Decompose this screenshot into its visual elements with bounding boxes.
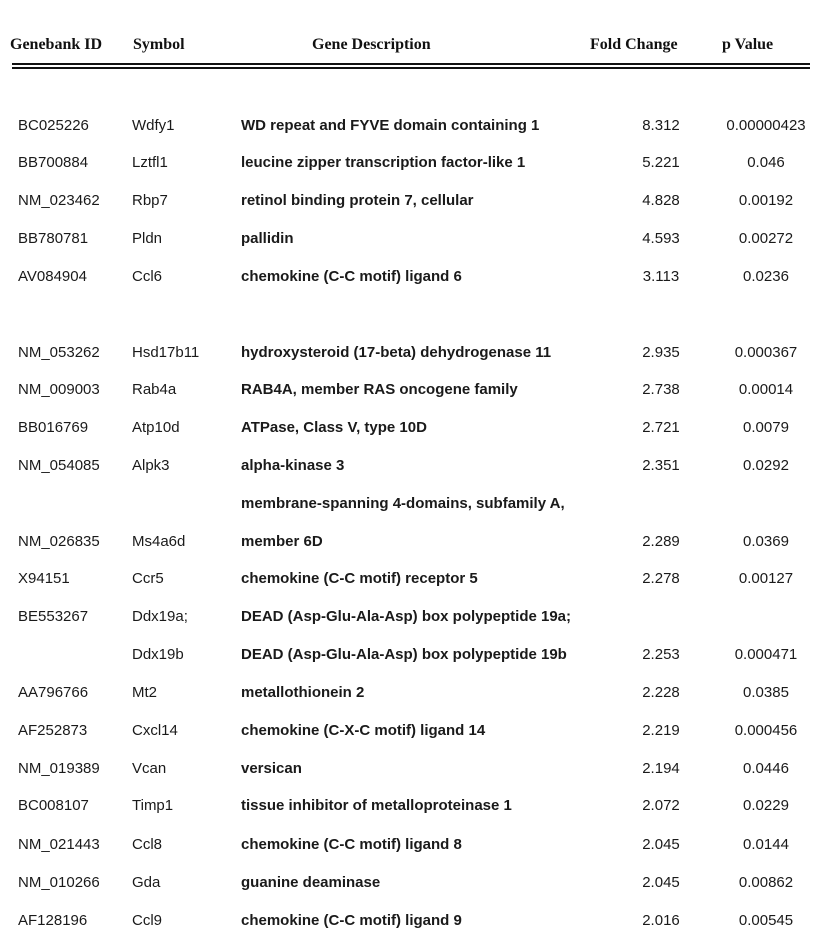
symbol-cell: Atp10d bbox=[132, 419, 180, 436]
genebank-id-cell: NM_009003 bbox=[18, 381, 100, 398]
fold-change-cell: 2.072 bbox=[642, 797, 680, 814]
description-cell: chemokine (C-C motif) ligand 6 bbox=[241, 268, 462, 285]
fold-change-cell: 2.738 bbox=[642, 381, 680, 398]
fold-change-cell: 2.253 bbox=[642, 646, 680, 663]
header-fold-change: Fold Change bbox=[590, 36, 678, 53]
fold-change-cell: 4.593 bbox=[642, 230, 680, 247]
p-value-cell: 0.000456 bbox=[734, 722, 798, 739]
fold-change-cell: 2.045 bbox=[642, 874, 680, 891]
p-value-cell: 0.0229 bbox=[743, 797, 789, 814]
genebank-id-cell: NM_054085 bbox=[18, 457, 100, 474]
symbol-cell: Ms4a6d bbox=[132, 533, 186, 550]
symbol-cell: Timp1 bbox=[132, 797, 174, 814]
p-value-cell: 0.0236 bbox=[743, 268, 789, 285]
description-cell: alpha-kinase 3 bbox=[241, 457, 345, 474]
symbol-cell: Mt2 bbox=[132, 684, 158, 701]
genebank-id-cell: NM_021443 bbox=[18, 836, 100, 853]
p-value-cell: 0.00000423 bbox=[726, 117, 806, 134]
fold-change-cell: 2.351 bbox=[642, 457, 680, 474]
symbol-cell: Cxcl14 bbox=[132, 722, 178, 739]
p-value-cell: 0.0385 bbox=[743, 684, 789, 701]
symbol-cell: Lztfl1 bbox=[132, 154, 168, 171]
genebank-id-cell: BC008107 bbox=[18, 797, 89, 814]
p-value-cell: 0.0144 bbox=[743, 836, 789, 853]
description-cell: hydroxysteroid (17-beta) dehydrogenase 11 bbox=[241, 344, 552, 361]
p-value-cell: 0.0079 bbox=[743, 419, 789, 436]
description-cell: metallothionein 2 bbox=[241, 684, 365, 701]
header-p-value: p Value bbox=[722, 36, 774, 53]
description-cell: RAB4A, member RAS oncogene family bbox=[241, 381, 518, 398]
p-value-cell: 0.00545 bbox=[738, 912, 794, 929]
symbol-cell: Alpk3 bbox=[132, 457, 170, 474]
fold-change-cell: 2.194 bbox=[642, 760, 680, 777]
genebank-id-cell: BB016769 bbox=[18, 419, 89, 436]
description-cell: ATPase, Class V, type 10D bbox=[241, 419, 427, 436]
genebank-id-cell: NM_053262 bbox=[18, 344, 100, 361]
p-value-cell: 0.00014 bbox=[738, 381, 794, 398]
p-value-cell: 0.000367 bbox=[734, 344, 798, 361]
description-cell: chemokine (C-C motif) ligand 9 bbox=[241, 912, 462, 929]
description-cell: pallidin bbox=[241, 230, 294, 247]
fold-change-cell: 4.828 bbox=[642, 192, 680, 209]
fold-change-cell: 2.219 bbox=[642, 722, 680, 739]
symbol-cell: Ccl9 bbox=[132, 912, 163, 929]
p-value-cell: 0.00127 bbox=[738, 570, 794, 587]
genebank-id-cell: AV084904 bbox=[18, 268, 87, 285]
symbol-cell: Ddx19b bbox=[132, 646, 184, 663]
genebank-id-cell: NM_010266 bbox=[18, 874, 100, 891]
description-cell: chemokine (C-C motif) receptor 5 bbox=[241, 570, 478, 587]
genebank-id-cell: NM_023462 bbox=[18, 192, 100, 209]
description-cell: DEAD (Asp-Glu-Ala-Asp) box polypeptide 19a; bbox=[241, 608, 572, 625]
description-cell: WD repeat and FYVE domain containing 1 bbox=[241, 117, 540, 134]
p-value-cell: 0.0369 bbox=[743, 533, 789, 550]
description-cell: guanine deaminase bbox=[241, 874, 381, 891]
symbol-cell: Wdfy1 bbox=[132, 117, 175, 134]
description-cell: DEAD (Asp-Glu-Ala-Asp) box polypeptide 19b bbox=[241, 646, 567, 663]
symbol-cell: Rab4a bbox=[132, 381, 177, 398]
symbol-cell: Ccl6 bbox=[132, 268, 163, 285]
symbol-cell: Ddx19a; bbox=[132, 608, 188, 625]
p-value-cell: 0.000471 bbox=[734, 646, 798, 663]
header-symbol: Symbol bbox=[133, 36, 185, 53]
symbol-cell: Hsd17b11 bbox=[132, 344, 200, 361]
description-cell: chemokine (C-C motif) ligand 8 bbox=[241, 836, 462, 853]
genebank-id-cell: NM_026835 bbox=[18, 533, 100, 550]
description-cell: versican bbox=[241, 760, 302, 777]
genebank-id-cell: BB700884 bbox=[18, 154, 89, 171]
fold-change-cell: 2.721 bbox=[642, 419, 680, 436]
genebank-id-cell: AF128196 bbox=[18, 912, 88, 929]
fold-change-cell: 2.935 bbox=[642, 344, 680, 361]
fold-change-cell: 2.228 bbox=[642, 684, 680, 701]
description-cell: leucine zipper transcription factor-like 1 bbox=[241, 154, 526, 171]
p-value-cell: 0.00862 bbox=[738, 874, 794, 891]
genebank-id-cell: BB780781 bbox=[18, 230, 89, 247]
genebank-id-cell: NM_019389 bbox=[18, 760, 100, 777]
p-value-cell: 0.0446 bbox=[743, 760, 789, 777]
description-cell: tissue inhibitor of metalloproteinase 1 bbox=[241, 797, 512, 814]
symbol-cell: Ccr5 bbox=[132, 570, 164, 587]
description-cell: retinol binding protein 7, cellular bbox=[241, 192, 474, 209]
fold-change-cell: 2.289 bbox=[642, 533, 680, 550]
p-value-cell: 0.00192 bbox=[738, 192, 794, 209]
genebank-id-cell: AA796766 bbox=[18, 684, 89, 701]
symbol-cell: Rbp7 bbox=[132, 192, 168, 209]
fold-change-cell: 2.045 bbox=[642, 836, 680, 853]
p-value-cell: 0.0292 bbox=[743, 457, 789, 474]
symbol-cell: Gda bbox=[132, 874, 161, 891]
header-genebank-id: Genebank ID bbox=[10, 36, 103, 53]
description-cell: chemokine (C-X-C motif) ligand 14 bbox=[241, 722, 486, 739]
genebank-id-cell: X94151 bbox=[18, 570, 70, 587]
p-value-cell: 0.046 bbox=[747, 154, 785, 171]
symbol-cell: Pldn bbox=[132, 230, 163, 247]
header-rule-bottom bbox=[12, 67, 810, 69]
genebank-id-cell: AF252873 bbox=[18, 722, 88, 739]
symbol-cell: Ccl8 bbox=[132, 836, 163, 853]
description-cell: member 6D bbox=[241, 533, 323, 550]
fold-change-cell: 8.312 bbox=[642, 117, 680, 134]
fold-change-cell: 3.113 bbox=[642, 268, 680, 285]
fold-change-cell: 2.016 bbox=[642, 912, 680, 929]
header-gene-description: Gene Description bbox=[312, 36, 431, 53]
p-value-cell: 0.00272 bbox=[738, 230, 794, 247]
description-cell: membrane-spanning 4-domains, subfamily A, bbox=[241, 495, 565, 512]
fold-change-cell: 2.278 bbox=[642, 570, 680, 587]
fold-change-cell: 5.221 bbox=[642, 154, 680, 171]
symbol-cell: Vcan bbox=[132, 760, 167, 777]
header-rule-top bbox=[12, 63, 810, 65]
genebank-id-cell: BE553267 bbox=[18, 608, 89, 625]
genebank-id-cell: BC025226 bbox=[18, 117, 89, 134]
